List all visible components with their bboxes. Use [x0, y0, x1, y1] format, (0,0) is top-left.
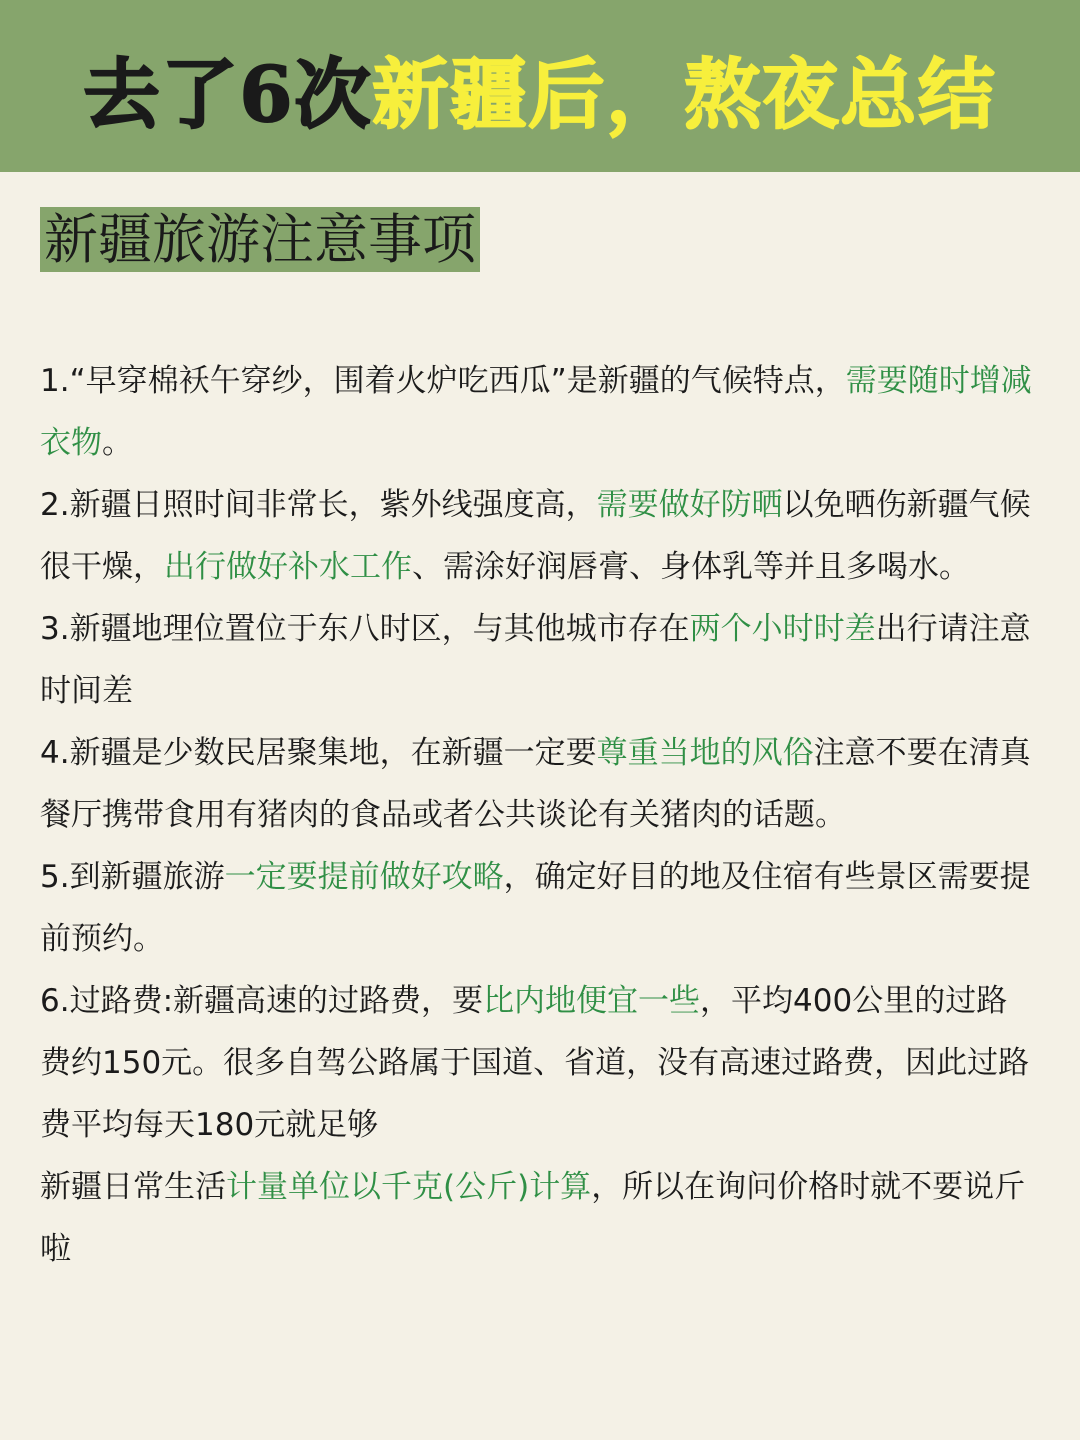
note-text: 2.新疆日照时间非常长，紫外线强度高，: [40, 487, 597, 523]
note-item-2: [40, 474, 1036, 598]
note-highlight: 一定要提前做好攻略: [224, 859, 504, 895]
note-text: ，平均400公里的过路费约150元。很多自驾公路属于国道、省道，没有高速过路费，因此过路费平均每天180元就足够: [40, 983, 1030, 1143]
note-item-6: [40, 970, 1036, 1156]
note-item-1: [40, 350, 1036, 474]
note-text: ，所以在询问价格时就不要说斤啦: [40, 1169, 1026, 1267]
note-text: 6.过路费:新疆高速的过路费，要: [40, 983, 484, 1019]
note-highlight: 出行做好补水工作: [164, 549, 412, 585]
notes-list: [40, 350, 1036, 1280]
page-title: [84, 34, 997, 143]
title-prefix: 去了6次: [83, 49, 373, 139]
note-highlight: 计量单位以千克(公斤)计算: [226, 1169, 592, 1205]
note-item-7: [40, 1156, 1036, 1280]
note-highlight: 尊重当地的风俗: [596, 735, 814, 771]
note-text: 注意不要在清真餐厅携带食用有猪肉的食品或者公共谈论有关猪肉的话题。: [40, 735, 1031, 833]
note-text: 新疆日常生活: [40, 1169, 226, 1205]
note-text: 1.“早穿棉袄午穿纱，围着火炉吃西瓜”是新疆的气候特点，: [40, 363, 846, 399]
note-text: 5.到新疆旅游: [40, 859, 225, 895]
note-text: 。: [102, 425, 133, 461]
note-item-3: [40, 598, 1036, 722]
note-highlight: 两个小时时差: [689, 611, 876, 647]
title-banner: [0, 0, 1080, 172]
note-text: 出行请注意时间差: [40, 611, 1031, 709]
note-item-4: [40, 722, 1036, 846]
note-text: 4.新疆是少数民居聚集地，在新疆一定要: [40, 735, 597, 771]
note-text: 3.新疆地理位置位于东八时区，与其他城市存在: [40, 611, 690, 647]
title-highlight: 新疆后，熬夜总结: [372, 49, 997, 139]
note-text: 以免晒伤新疆气候很干燥，: [40, 487, 1031, 585]
note-highlight: 需要随时增减衣物: [40, 363, 1032, 461]
note-text: ，确定好目的地及住宿有些景区需要提前预约。: [40, 859, 1031, 957]
note-highlight: 比内地便宜一些: [483, 983, 701, 1019]
note-highlight: 需要做好防晒: [596, 487, 783, 523]
note-item-5: [40, 846, 1036, 970]
section-heading: 新疆旅游注意事项: [40, 207, 480, 272]
note-text: 、需涂好润唇膏、身体乳等并且多喝水。: [412, 549, 970, 585]
